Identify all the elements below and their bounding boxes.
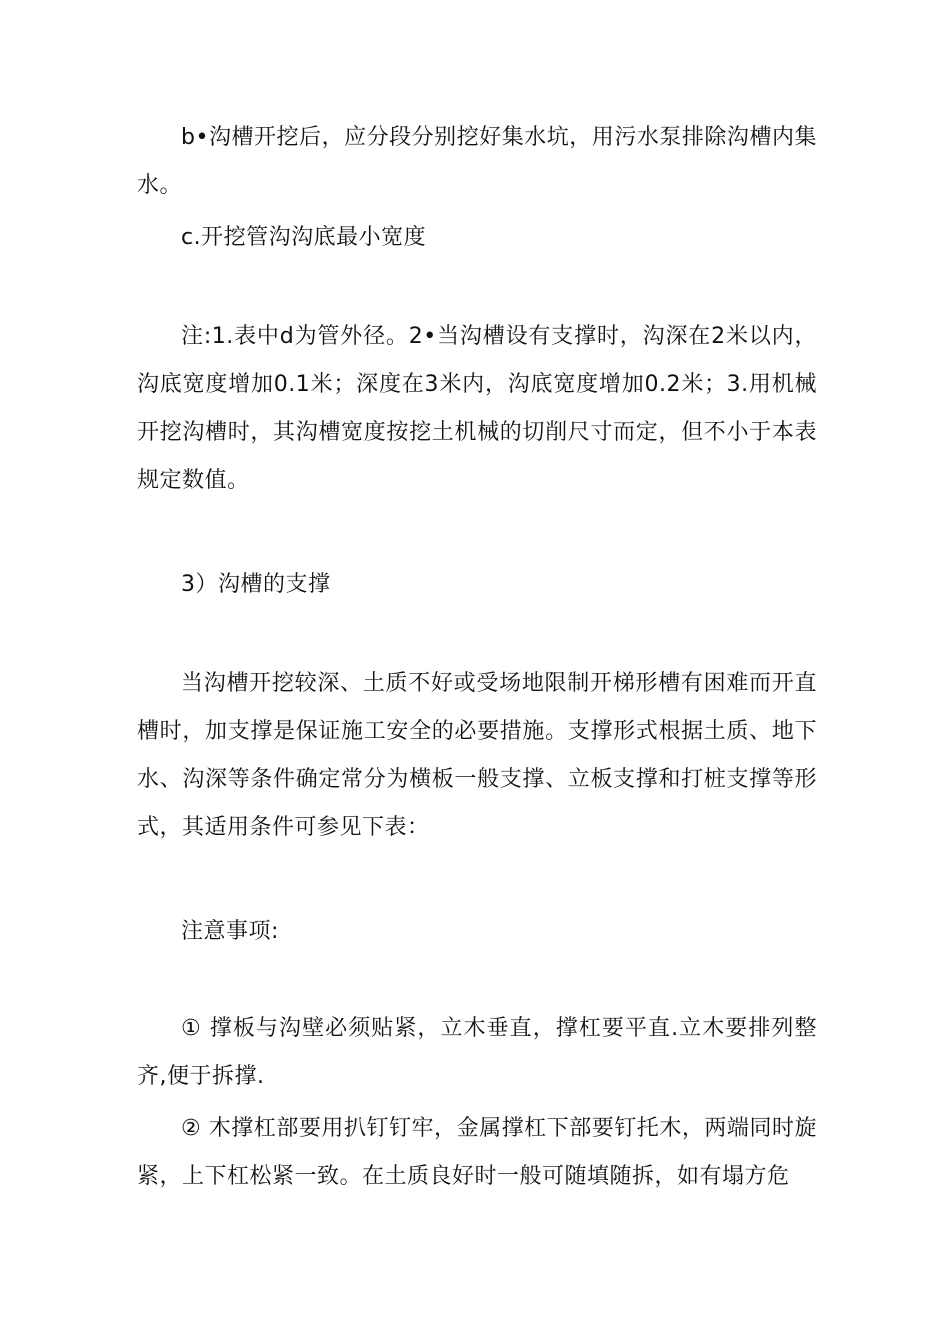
paragraph-note: 注:1.表中d为管外径。2•当沟槽设有支撑时，沟深在2米以内，沟底宽度增加0.1米；深度在3米内，沟底宽度增加0.2米；3.用机械开挖沟槽时，其沟槽宽度按挖土机械的切削尺寸而定，但不小于本表规定数值。 [137,324,817,493]
paragraph-c: c.开挖管沟沟底最小宽度 [181,225,427,250]
section-heading-support: 3）沟槽的支撑 [181,572,331,597]
paragraph-b: b•沟槽开挖后，应分段分别挖好集水坑，用污水泵排除沟槽内集水。 [137,125,817,198]
paragraph-support: 当沟槽开挖较深、土质不好或受场地限制开梯形槽有困难而开直槽时，加支撑是保证施工安全的必要措施。支撑形式根据土质、地下水、沟深等条件确定常分为横板一般支撑、立板支撑和打桩支撑等形式，其适用条件可参见下表： [137,671,817,840]
attention-heading: 注意事项: [181,919,279,944]
attention-item-1: ① 撑板与沟壁必须贴紧，立木垂直，撑杠要平直.立木要排列整齐,便于拆撑. [137,1016,817,1089]
attention-item-2: ② 木撑杠部要用扒钉钉牢，金属撑杠下部要钉托木，两端同时旋紧，上下杠松紧一致。在土质良好时一般可随填随拆，如有塌方危 [137,1116,817,1189]
